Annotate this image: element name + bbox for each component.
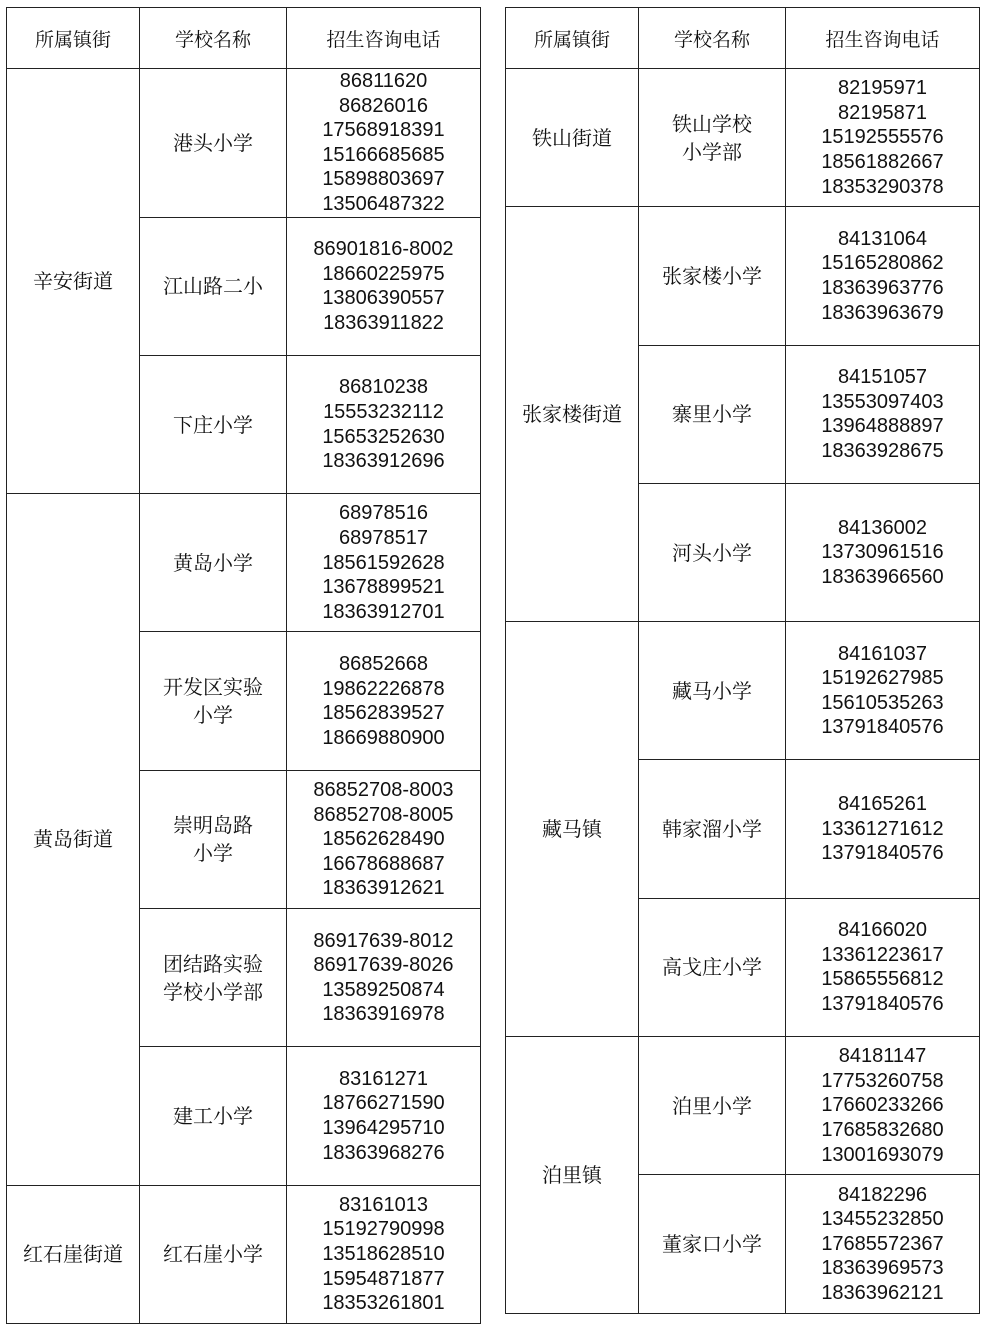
phone-number: 18363963776	[821, 276, 944, 299]
phone-number: 13964295710	[322, 1116, 445, 1139]
district-cell: 黄岛街道	[7, 494, 140, 1185]
phone-number: 18363912696	[322, 450, 445, 473]
phone-number: 18363912621	[322, 877, 445, 900]
phone-number: 18766271590	[322, 1092, 445, 1115]
phone-number: 18363966560	[821, 565, 944, 588]
phone-number: 83161013	[339, 1193, 428, 1216]
phone-number: 18363916978	[322, 1003, 445, 1026]
phone-number: 15192627985	[821, 667, 944, 690]
phone-number: 15166685685	[322, 143, 445, 166]
school-name-line: 下庄小学	[173, 412, 253, 437]
phone-number: 83161271	[339, 1067, 428, 1090]
header-district: 所属镇街	[7, 8, 140, 69]
phone-number: 18363962121	[821, 1281, 944, 1304]
district-cell: 红石崖街道	[7, 1185, 140, 1323]
phone-number: 15610535263	[821, 691, 944, 714]
phone-number: 13506487322	[322, 192, 445, 215]
school-name-line: 泊里小学	[672, 1093, 752, 1118]
phone-number: 15192555576	[821, 126, 944, 149]
phone-number: 18561882667	[821, 150, 944, 173]
phone-number: 18660225975	[322, 262, 445, 285]
phone-number: 86917639-8026	[313, 954, 454, 977]
school-name-line: 藏马小学	[672, 678, 752, 703]
phone-cell	[786, 898, 980, 1036]
phone-number: 15165280862	[821, 252, 944, 275]
school-name-line: 张家楼小学	[662, 263, 762, 288]
table-row	[7, 1185, 481, 1323]
phone-number: 13361223617	[821, 943, 944, 966]
school-name-line: 寨里小学	[672, 402, 752, 427]
header-row	[506, 8, 980, 69]
school-name-cell	[639, 345, 786, 483]
school-name-line: 铁山学校	[672, 111, 752, 136]
phone-number: 15192790998	[322, 1218, 445, 1241]
school-name-line: 高戈庄小学	[662, 955, 762, 980]
header-school: 学校名称	[140, 8, 287, 69]
phone-number: 17753260758	[821, 1069, 944, 1092]
school-name-cell	[639, 1037, 786, 1175]
phone-cell	[287, 355, 481, 493]
phone-number: 13455232850	[821, 1208, 944, 1231]
phone-cell	[786, 1175, 980, 1313]
phone-number: 84151057	[838, 366, 927, 389]
school-name-line: 学校小学部	[163, 979, 263, 1004]
phone-number: 17568918391	[322, 119, 445, 142]
phone-cell	[786, 69, 980, 207]
school-name-cell	[639, 207, 786, 345]
phone-number: 15553232112	[323, 400, 444, 423]
district-cell: 泊里镇	[506, 1037, 639, 1314]
phone-cell	[287, 1185, 481, 1323]
school-name-line: 港头小学	[173, 130, 253, 155]
table-row	[506, 207, 980, 345]
phone-number: 86901816-8002	[313, 238, 454, 261]
phone-number: 84182296	[838, 1183, 927, 1206]
phone-number: 13791840576	[821, 993, 944, 1016]
header-school: 学校名称	[639, 8, 786, 69]
phone-number: 15653252630	[322, 425, 445, 448]
phone-cell	[786, 207, 980, 345]
phone-cell	[287, 632, 481, 770]
phone-number: 15898803697	[322, 168, 445, 191]
school-name-line: 崇明岛路	[173, 813, 253, 838]
school-name-cell	[639, 622, 786, 760]
table-row	[506, 1037, 980, 1175]
phone-number: 13964888897	[821, 415, 944, 438]
phone-number: 68978517	[339, 526, 428, 549]
phone-cell	[287, 909, 481, 1047]
phone-number: 84181147	[838, 1045, 927, 1068]
right-table-body	[506, 69, 980, 1314]
school-name-cell	[140, 1047, 287, 1185]
right-school-table	[505, 7, 980, 1314]
school-name-cell	[639, 483, 786, 621]
table-row	[506, 69, 980, 207]
school-name-cell	[140, 1185, 287, 1323]
phone-number: 84166020	[838, 919, 927, 942]
header-district: 所属镇街	[506, 8, 639, 69]
table-row	[7, 69, 481, 218]
phone-cell	[287, 770, 481, 908]
phone-cell	[786, 483, 980, 621]
phone-cell	[287, 1047, 481, 1185]
table-row	[506, 622, 980, 760]
phone-number: 86852668	[339, 652, 428, 675]
school-name-cell	[639, 760, 786, 898]
header-row	[7, 8, 481, 69]
school-name-cell	[140, 632, 287, 770]
phone-number: 18363928675	[821, 439, 944, 462]
district-cell: 辛安街道	[7, 69, 140, 494]
school-name-cell	[140, 69, 287, 218]
phone-number: 18363968276	[322, 1141, 445, 1164]
phone-number: 86811620	[339, 70, 428, 92]
phone-number: 18561592628	[322, 551, 445, 574]
school-name-line: 江山路二小	[163, 274, 263, 299]
phone-number: 86810238	[339, 376, 428, 399]
district-cell: 藏马镇	[506, 622, 639, 1037]
school-name-line: 开发区实验	[163, 675, 263, 700]
phone-number: 84161037	[838, 642, 927, 665]
left-school-table	[6, 7, 481, 1324]
school-name-line: 董家口小学	[662, 1232, 762, 1257]
phone-number: 16678688687	[322, 852, 445, 875]
phone-number: 18562628490	[322, 828, 445, 851]
phone-number: 15865556812	[821, 968, 944, 991]
phone-number: 13791840576	[821, 842, 944, 865]
school-name-line: 小学	[193, 703, 233, 728]
school-name-line: 团结路实验	[163, 951, 263, 976]
phone-cell	[287, 69, 481, 218]
phone-number: 86826016	[339, 94, 428, 117]
header-phone: 招生咨询电话	[287, 8, 481, 69]
phone-number: 13001693079	[821, 1143, 944, 1166]
school-name-line: 建工小学	[173, 1103, 253, 1128]
phone-number: 18562839527	[322, 702, 445, 725]
phone-number: 17660233266	[821, 1094, 944, 1117]
phone-cell	[287, 494, 481, 632]
school-name-line: 小学	[193, 841, 233, 866]
phone-number: 13730961516	[821, 541, 944, 564]
school-name-line: 红石崖小学	[163, 1242, 263, 1267]
school-name-line: 河头小学	[672, 540, 752, 565]
school-name-cell	[140, 909, 287, 1047]
phone-cell	[287, 217, 481, 355]
phone-number: 13791840576	[821, 716, 944, 739]
phone-number: 13553097403	[821, 390, 944, 413]
school-name-line: 小学部	[682, 139, 742, 164]
phone-number: 13361271612	[821, 817, 944, 840]
phone-number: 68978516	[339, 502, 428, 525]
table-row	[7, 494, 481, 632]
phone-number: 18363963679	[821, 301, 944, 324]
phone-number: 82195871	[838, 101, 927, 124]
school-name-cell	[140, 217, 287, 355]
school-name-cell	[140, 494, 287, 632]
phone-number: 82195971	[838, 77, 927, 100]
phone-cell	[786, 345, 980, 483]
district-cell: 张家楼街道	[506, 207, 639, 622]
phone-number: 86917639-8012	[313, 929, 454, 952]
phone-cell	[786, 1037, 980, 1175]
phone-number: 17685572367	[821, 1232, 944, 1255]
phone-number: 18353290378	[821, 175, 944, 198]
left-table-body	[7, 69, 481, 1324]
phone-number: 13518628510	[322, 1242, 445, 1265]
school-name-line: 黄岛小学	[173, 550, 253, 575]
phone-cell	[786, 760, 980, 898]
phone-number: 18363912701	[322, 600, 445, 623]
phone-number: 86852708-8005	[313, 803, 454, 826]
school-name-cell	[140, 770, 287, 908]
phone-number: 84131064	[838, 227, 927, 250]
phone-number: 13678899521	[322, 576, 445, 599]
school-name-line: 韩家溜小学	[662, 817, 762, 842]
phone-number: 86852708-8003	[313, 778, 454, 801]
district-cell: 铁山街道	[506, 69, 639, 207]
school-name-cell	[639, 1175, 786, 1313]
phone-number: 84165261	[838, 793, 927, 816]
phone-number: 13589250874	[322, 978, 445, 1001]
phone-number: 18669880900	[322, 726, 445, 749]
school-name-cell	[140, 355, 287, 493]
phone-number: 18363969573	[821, 1257, 944, 1280]
phone-number: 13806390557	[322, 287, 445, 310]
phone-cell	[786, 622, 980, 760]
phone-number: 18363911822	[323, 311, 444, 334]
school-name-cell	[639, 69, 786, 207]
phone-number: 15954871877	[322, 1267, 445, 1290]
phone-number: 18353261801	[322, 1292, 445, 1315]
phone-number: 84136002	[838, 516, 927, 539]
phone-number: 19862226878	[322, 677, 445, 700]
header-phone: 招生咨询电话	[786, 8, 980, 69]
phone-number: 17685832680	[821, 1119, 944, 1142]
school-name-cell	[639, 898, 786, 1036]
